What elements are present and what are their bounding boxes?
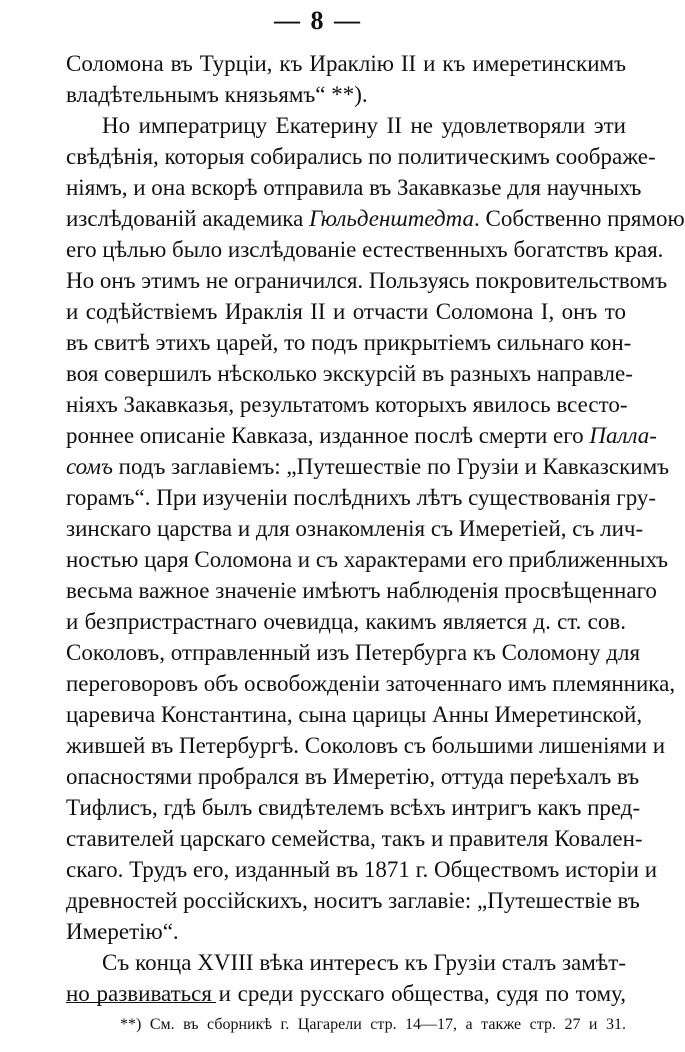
text-line: и безпристрастнаго очевидца, какимъ является д. ст. сов. <box>66 609 626 634</box>
text-line: жившей въ Петербургѣ. Соколовъ съ большими лишеніями и <box>66 733 665 758</box>
text-line: и содѣйствіемъ Ираклія II и отчасти Соломона I, онъ то <box>66 299 626 324</box>
text-line: весьма важное значеніе имѣютъ наблюденія просвѣщеннаго <box>66 578 657 603</box>
body-text <box>66 48 685 1009</box>
author-name-pallas: Палла- <box>589 423 657 448</box>
text-line: Соколовъ, отправленный изъ Петербурга къ Соломону для <box>66 640 641 665</box>
text-line: Но онъ этимъ не ограничился. Пользуясь покровительствомъ <box>66 268 668 293</box>
text-line: ностью царя Соломона и съ характерами его приближенныхъ <box>66 547 669 572</box>
footnote-divider <box>66 1002 216 1003</box>
text-line: но развиваться и среди русскаго общества, судя по тому, <box>66 981 626 1006</box>
text-line: ніяхъ Закавказья, результатомъ которыхъ явилось всесто- <box>66 392 628 417</box>
text-line: переговоровъ объ освобожденіи заточеннаго имъ племянника, <box>66 671 676 696</box>
text-line: ніямъ, и она вскорѣ отправила въ Закавказье для научныхъ <box>66 175 642 200</box>
text-line: воя совершилъ нѣсколько экскурсій въ разныхъ направле- <box>66 361 633 386</box>
text-line: Соломона въ Турціи, къ Ираклію II и къ имеретинскимъ <box>66 51 626 76</box>
text-line-mixed <box>66 420 657 451</box>
text-line: владѣтельнымъ князьямъ“ **). <box>66 82 368 107</box>
text-line: свѣдѣнія, которыя собирались по политическимъ соображе- <box>66 144 656 169</box>
author-name-pallas-continued: сомъ <box>66 454 113 479</box>
text-line: Тифлисъ, гдѣ былъ свидѣтелемъ всѣхъ интригъ какъ пред- <box>66 795 641 820</box>
text-line-mixed <box>66 451 670 482</box>
footnote: **) См. въ сборникѣ г. Цагарели стр. 14—17, а также стр. 27 и 31. <box>120 1016 626 1033</box>
text-line: ставителей царскаго семейства, такъ и правителя Ковален- <box>66 826 643 851</box>
text-line: Имеретію“. <box>66 919 179 944</box>
text-fragment: изслѣдованій академика <box>66 206 310 231</box>
text-line: царевича Константина, сына царицы Анны Имеретинской, <box>66 702 643 727</box>
text-line: въ свитѣ этихъ царей, то подъ прикрытіемъ сильнаго кон- <box>66 330 632 355</box>
text-fragment: подъ заглавіемъ: „Путешествіе по Грузіи и Кавказскимъ <box>112 454 670 479</box>
text-line: Но императрицу Екатерину II не удовлетворяли эти <box>102 113 626 138</box>
text-line: древностей россійскихъ, носитъ заглавіе: „Путешествіе въ <box>66 888 640 913</box>
text-line: горамъ“. При изученіи послѣднихъ лѣтъ существованія гру- <box>66 485 657 510</box>
text-line: скаго. Трудъ его, изданный въ 1871 г. Обществомъ исторіи и <box>66 857 658 882</box>
text-fragment: роннее описаніе Кавказа, изданное послѣ смерти его <box>66 423 590 448</box>
text-fragment: . Собственно прямою <box>474 206 685 231</box>
author-name-guldenstedt: Гюльденштедта <box>309 206 475 231</box>
text-line-mixed <box>66 203 685 234</box>
page-number: — 8 — <box>274 6 362 35</box>
text-line: Съ конца XVIII вѣка интересъ къ Грузіи сталъ замѣт- <box>102 950 626 975</box>
text-line: его цѣлью было изслѣдованіе естественныхъ богатствъ края. <box>66 237 664 262</box>
text-line: опасностями пробрался въ Имеретію, оттуда переѣхалъ въ <box>66 764 640 789</box>
text-line: зинскаго царства и для ознакомленія съ Имеретіей, съ лич- <box>66 516 644 541</box>
